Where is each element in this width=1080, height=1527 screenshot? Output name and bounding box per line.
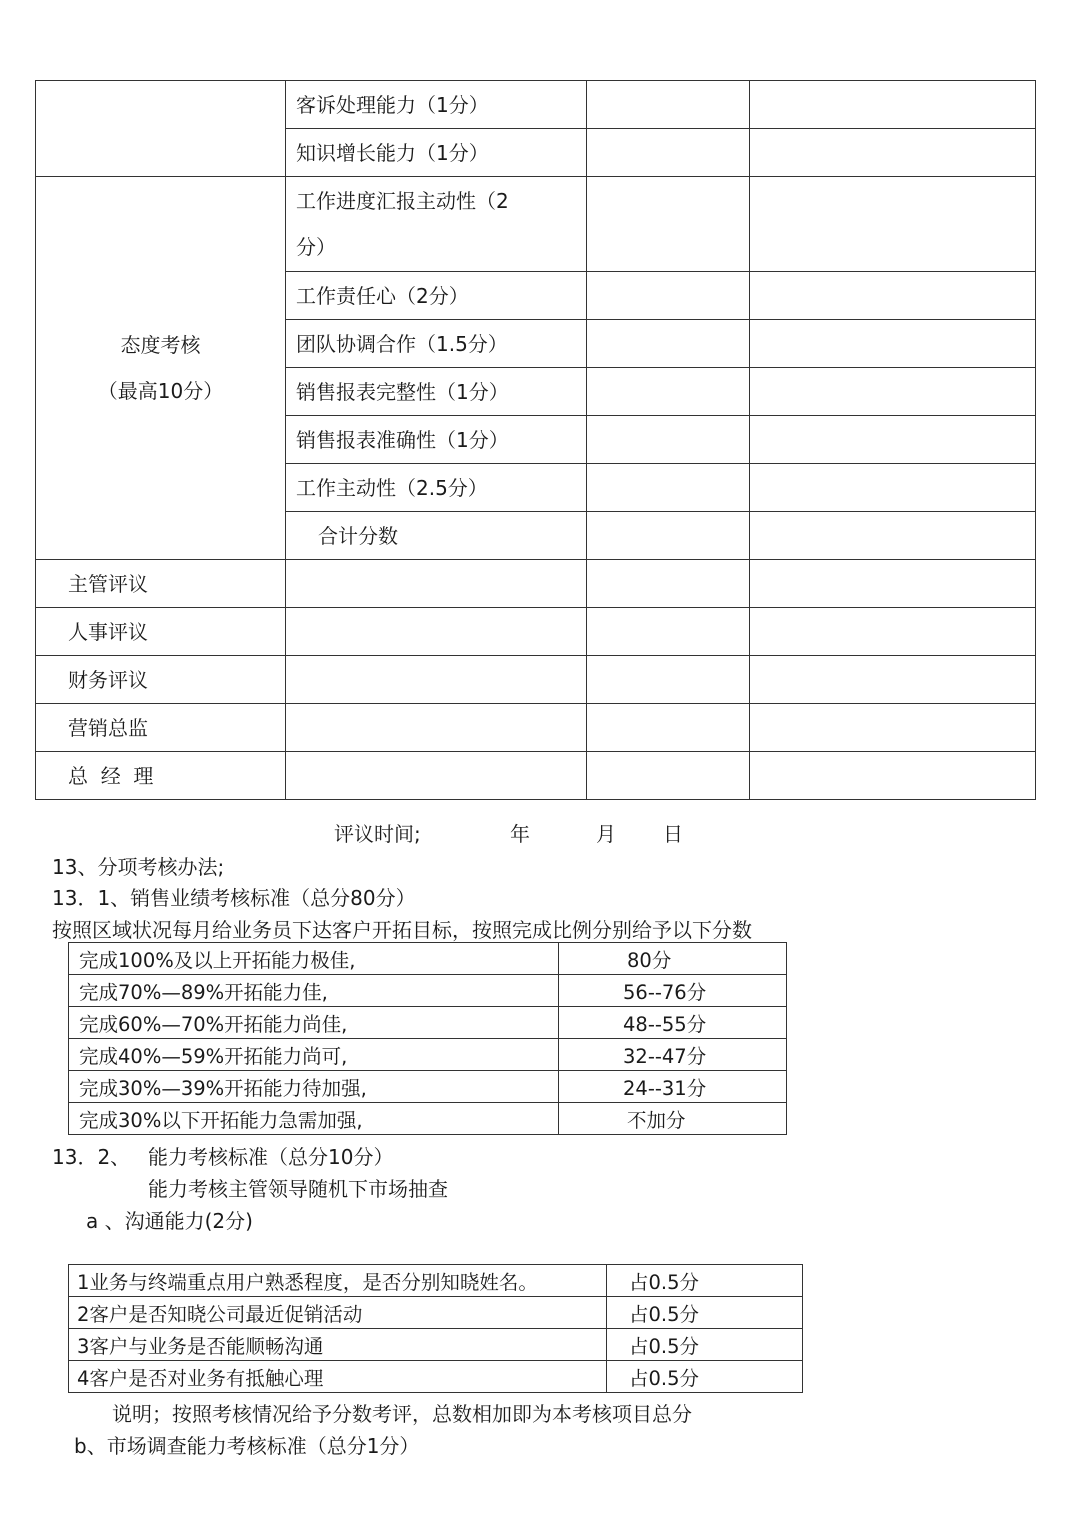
table-row [69, 1103, 787, 1135]
comm-score: 占0.5分 [607, 1329, 803, 1361]
criterion-cell: 工作责任心（2分） [286, 272, 587, 320]
value-cell[interactable] [750, 608, 1036, 656]
sales-score: 不加分 [559, 1103, 787, 1135]
table-row [36, 177, 1036, 272]
value-cell[interactable] [750, 560, 1036, 608]
sales-score: 32--47分 [559, 1039, 787, 1071]
criterion-line: 工作进度汇报主动性（2 [296, 189, 509, 213]
summary-label: 合计分数 [286, 512, 587, 560]
table-row [36, 656, 1036, 704]
value-cell[interactable] [587, 512, 750, 560]
summary-label: 主管评议 [36, 560, 286, 608]
sales-desc: 完成30%—39%开拓能力待加强, [69, 1071, 559, 1103]
value-cell[interactable] [587, 704, 750, 752]
sales-desc: 完成40%—59%开拓能力尚可, [69, 1039, 559, 1071]
table-row [69, 1265, 803, 1297]
value-cell[interactable] [587, 752, 750, 800]
table-row [36, 752, 1036, 800]
sales-desc: 完成30%以下开拓能力急需加强, [69, 1103, 559, 1135]
sub-heading-a: a 、沟通能力(2分) [86, 1209, 253, 1233]
comm-desc: 4客户是否对业务有抵触心理 [69, 1361, 607, 1393]
section-heading: 能力考核标准（总分10分） [148, 1145, 394, 1169]
sales-score: 48--55分 [559, 1007, 787, 1039]
table-row [69, 1071, 787, 1103]
table-row [69, 1329, 803, 1361]
comm-score: 占0.5分 [607, 1297, 803, 1329]
date-month: 月 [596, 822, 616, 846]
score-cell[interactable] [587, 129, 750, 177]
remark-cell[interactable] [750, 81, 1036, 129]
date-year: 年 [510, 822, 530, 846]
remark-cell[interactable] [750, 177, 1036, 272]
comm-desc: 3客户与业务是否能顺畅沟通 [69, 1329, 607, 1361]
value-cell[interactable] [750, 656, 1036, 704]
criterion-cell: 知识增长能力（1分） [286, 129, 587, 177]
criterion-cell [286, 177, 587, 272]
remark-cell[interactable] [750, 320, 1036, 368]
score-cell[interactable] [587, 81, 750, 129]
criterion-cell: 团队协调合作（1.5分） [286, 320, 587, 368]
summary-label: 总 经 理 [36, 752, 286, 800]
summary-label: 人事评议 [36, 608, 286, 656]
value-cell[interactable] [587, 608, 750, 656]
criterion-cell: 销售报表准确性（1分） [286, 416, 587, 464]
value-cell[interactable] [286, 560, 587, 608]
criterion-cell: 工作主动性（2.5分） [286, 464, 587, 512]
sales-desc: 完成70%—89%开拓能力佳, [69, 975, 559, 1007]
attitude-label: 态度考核 [120, 333, 201, 357]
criterion-line: 分） [296, 235, 336, 259]
category-cell [36, 81, 286, 177]
table-row [69, 943, 787, 975]
value-cell[interactable] [750, 752, 1036, 800]
value-cell[interactable] [587, 656, 750, 704]
value-cell[interactable] [286, 752, 587, 800]
score-cell[interactable] [587, 272, 750, 320]
remark-cell[interactable] [750, 464, 1036, 512]
comm-desc: 1业务与终端重点用户熟悉程度，是否分别知晓姓名。 [69, 1265, 607, 1297]
sales-desc: 完成60%—70%开拓能力尚佳, [69, 1007, 559, 1039]
value-cell[interactable] [286, 608, 587, 656]
table-row [36, 704, 1036, 752]
criterion-cell: 客诉处理能力（1分） [286, 81, 587, 129]
table-row [36, 81, 1036, 129]
table-row [69, 1361, 803, 1393]
table-row [69, 1297, 803, 1329]
date-label: 评议时间; [334, 822, 421, 846]
criterion-cell: 销售报表完整性（1分） [286, 368, 587, 416]
section-heading: 13、分项考核办法; [52, 855, 225, 879]
value-cell[interactable] [286, 704, 587, 752]
sales-score: 56--76分 [559, 975, 787, 1007]
comm-score: 占0.5分 [607, 1361, 803, 1393]
table-row [69, 1007, 787, 1039]
section-heading: 13．1、销售业绩考核标准（总分80分） [52, 886, 416, 910]
score-cell[interactable] [587, 177, 750, 272]
sales-standard-table [68, 942, 787, 1135]
communication-table [68, 1264, 803, 1393]
section-description: 按照区域状况每月给业务员下达客户开拓目标，按照完成比例分别给予以下分数 [52, 918, 752, 942]
attitude-max: （最高10分） [97, 379, 224, 403]
remark-cell[interactable] [750, 129, 1036, 177]
value-cell[interactable] [750, 512, 1036, 560]
value-cell[interactable] [587, 560, 750, 608]
table-row [69, 1039, 787, 1071]
comm-score: 占0.5分 [607, 1265, 803, 1297]
section-number: 13．2、 [52, 1145, 131, 1169]
date-day: 日 [663, 822, 683, 846]
section-description: 能力考核主管领导随机下市场抽查 [148, 1177, 448, 1201]
value-cell[interactable] [286, 656, 587, 704]
sales-score: 24--31分 [559, 1071, 787, 1103]
sales-desc: 完成100%及以上开拓能力极佳, [69, 943, 559, 975]
table-row [36, 560, 1036, 608]
table-row [69, 975, 787, 1007]
evaluation-table [35, 80, 1036, 800]
note-text: 说明；按照考核情况给予分数考评，总数相加即为本考核项目总分 [112, 1402, 692, 1426]
remark-cell[interactable] [750, 272, 1036, 320]
score-cell[interactable] [587, 368, 750, 416]
attitude-category-cell [36, 177, 286, 560]
remark-cell[interactable] [750, 368, 1036, 416]
sub-heading-b: b、市场调查能力考核标准（总分1分） [74, 1434, 420, 1458]
score-cell[interactable] [587, 320, 750, 368]
table-row [36, 608, 1036, 656]
score-cell[interactable] [587, 464, 750, 512]
remark-cell[interactable] [750, 416, 1036, 464]
summary-label: 财务评议 [36, 656, 286, 704]
comm-desc: 2客户是否知晓公司最近促销活动 [69, 1297, 607, 1329]
value-cell[interactable] [750, 704, 1036, 752]
sales-score: 80分 [559, 943, 787, 975]
score-cell[interactable] [587, 416, 750, 464]
summary-label: 营销总监 [36, 704, 286, 752]
